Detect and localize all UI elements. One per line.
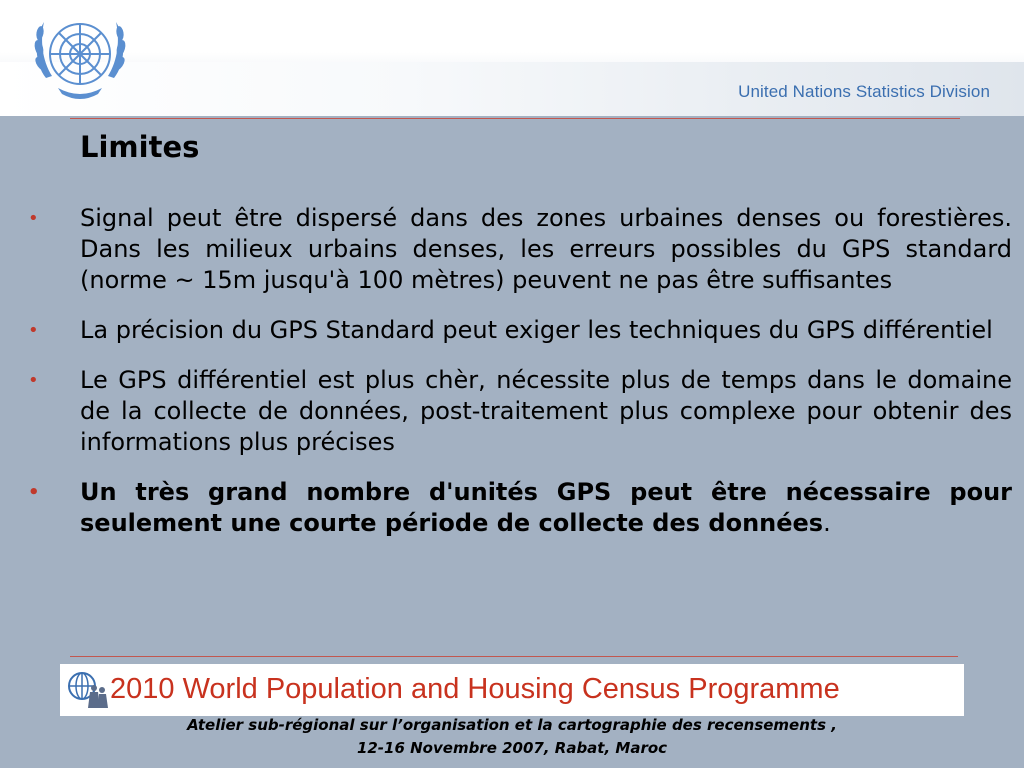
org-name: United Nations Statistics Division bbox=[738, 82, 990, 101]
bullet-item bbox=[28, 315, 1012, 346]
footer-line-2: 12-16 Novembre 2007, Rabat, Maroc bbox=[356, 739, 668, 757]
slide-title: Limites bbox=[80, 130, 200, 164]
bottom-divider bbox=[70, 656, 958, 657]
un-emblem-icon bbox=[26, 8, 134, 108]
bullet-text: Le GPS différentiel est plus chèr, nécessite plus de temps dans le domaine de la collecte de données, post-traitement plus complexe pour obtenir des informations plus précises bbox=[80, 366, 1012, 456]
census-logo-icon bbox=[64, 668, 110, 710]
bullet-item bbox=[28, 365, 1012, 458]
bullet-text: Un très grand nombre d'unités GPS peut être nécessaire pour seulement une courte période de collecte des données bbox=[80, 478, 1012, 537]
bullet-marker: • bbox=[28, 320, 39, 341]
bullet-item bbox=[28, 477, 1012, 539]
bullet-text: Signal peut être dispersé dans des zones urbaines denses ou forestières. Dans les milieux urbains denses, les erreurs possibles du GPS standard (norme ~ 15m jusqu'à 100 mètres) peuvent ne pas être suffisantes bbox=[80, 204, 1012, 294]
header bbox=[0, 0, 1024, 116]
bullet-marker: • bbox=[28, 208, 39, 229]
footer-line-1: Atelier sub-régional sur l’organisation et la cartographie des recensements , bbox=[187, 716, 837, 734]
top-divider bbox=[70, 118, 960, 119]
census-banner bbox=[60, 664, 964, 716]
bullet-item bbox=[28, 203, 1012, 296]
census-banner-text: 2010 World Population and Housing Census Programme bbox=[110, 673, 840, 705]
bullet-marker: • bbox=[28, 370, 39, 391]
bullet-list bbox=[28, 203, 1012, 558]
bullet-text: La précision du GPS Standard peut exiger les techniques du GPS différentiel bbox=[80, 316, 993, 344]
bullet-suffix: . bbox=[823, 509, 831, 537]
bullet-marker: • bbox=[28, 482, 40, 503]
